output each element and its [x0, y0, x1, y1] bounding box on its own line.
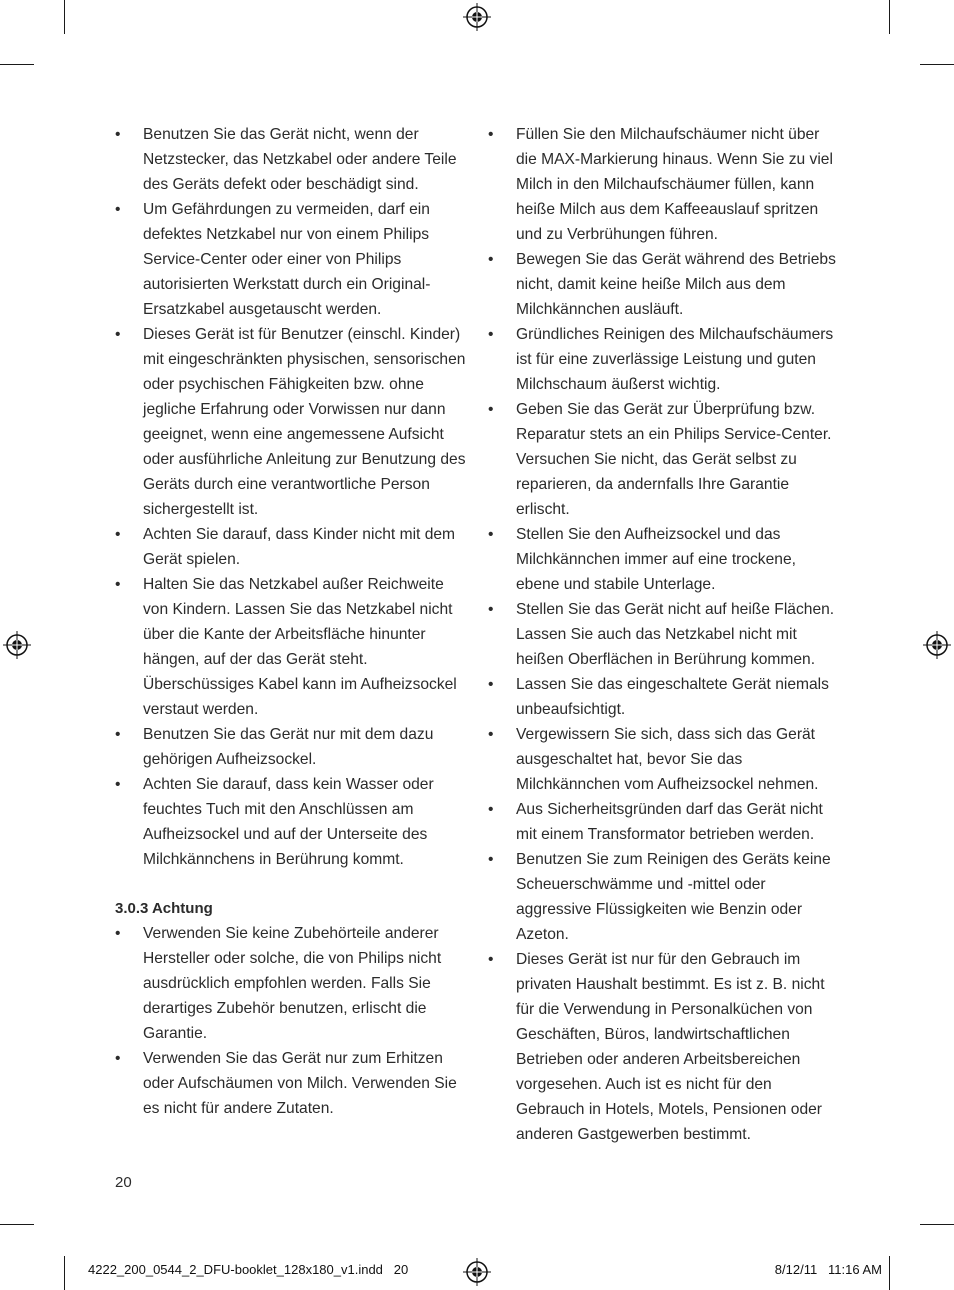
- registration-target-icon: [463, 3, 491, 31]
- page-number: 20: [115, 1174, 132, 1191]
- slug-file-info: 4222_200_0544_2_DFU-booklet_128x180_v1.indd 20: [88, 1262, 409, 1277]
- list-item: • Geben Sie das Gerät zur Überprüfung bzw. Reparatur stets an ein Philips Service-Center. Versuchen Sie nicht, das Gerät selbst zu reparieren, da andernfalls Ihre Garantie erlischt.: [488, 397, 843, 522]
- list-item: • Aus Sicherheitsgründen darf das Gerät nicht mit einem Transformator betrieben werden.: [488, 797, 843, 847]
- list-item: • Lassen Sie das eingeschaltete Gerät niemals unbeaufsichtigt.: [488, 672, 843, 722]
- list-item: • Füllen Sie den Milchaufschäumer nicht über die MAX-Markierung hinaus. Wenn Sie zu viel Milch in den Milchaufschäumer füllen, kann heiße Milch aus dem Kaffeeauslauf spritzen und zu Verbrühungen führen.: [488, 122, 843, 247]
- crop-mark: [64, 0, 65, 34]
- list-item: • Achten Sie darauf, dass kein Wasser oder feuchtes Tuch mit den Anschlüssen am Aufheizsockel und auf der Unterseite des Milchkännchens in Berührung kommt.: [115, 772, 470, 872]
- slug-datetime: 8/12/11 11:16 AM: [774, 1262, 882, 1277]
- crop-mark: [889, 1256, 890, 1290]
- registration-target-icon: [463, 1258, 491, 1286]
- list-item: • Stellen Sie den Aufheizsockel und das Milchkännchen immer auf eine trockene, ebene und stabile Unterlage.: [488, 522, 843, 597]
- list-item: • Bewegen Sie das Gerät während des Betriebs nicht, damit keine heiße Milch aus dem Milchkännchen ausläuft.: [488, 247, 843, 322]
- list-item: • Vergewissern Sie sich, dass sich das Gerät ausgeschaltet hat, bevor Sie das Milchkännchen vom Aufheizsockel nehmen.: [488, 722, 843, 797]
- registration-target-icon: [923, 631, 951, 659]
- list-item: • Stellen Sie das Gerät nicht auf heiße Flächen. Lassen Sie auch das Netzkabel nicht mit heißen Oberflächen in Berührung kommen.: [488, 597, 843, 672]
- list-item: • Um Gefährdungen zu vermeiden, darf ein defektes Netzkabel nur von einem Philips Service-Center oder einer von Philips autorisierten Werkstatt durch ein Original-Ersatzkabel ausgetauscht werden.: [115, 197, 470, 322]
- list-item: • Dieses Gerät ist nur für den Gebrauch im privaten Haushalt bestimmt. Es ist z. B. nicht für die Verwendung in Personalküchen von Geschäften, Büros, landwirtschaftlichen Betrieben oder anderen Arbeitsbereichen vorgesehen. Auch ist es nicht für den Gebrauch in Hotels, Motels, Pensionen oder anderen Gastgewerben bestimmt.: [488, 947, 843, 1147]
- list-item: • Benutzen Sie das Gerät nur mit dem dazu gehörigen Aufheizsockel.: [115, 722, 470, 772]
- list-item: • Verwenden Sie keine Zubehörteile anderer Hersteller oder solche, die von Philips nicht ausdrücklich empfohlen werden. Falls Sie derartiges Zubehör benutzen, erlischt die Garantie.: [115, 921, 470, 1046]
- crop-mark: [920, 64, 954, 65]
- left-column: [115, 122, 470, 1121]
- caution-list-continued: [488, 122, 843, 1147]
- crop-mark: [889, 0, 890, 34]
- caution-list: [115, 921, 470, 1121]
- section-heading: 3.0.3 Achtung: [115, 900, 213, 917]
- right-column: [488, 122, 843, 1147]
- crop-mark: [0, 64, 34, 65]
- list-item: • Gründliches Reinigen des Milchaufschäumers ist für eine zuverlässige Leistung und guten Milchschaum äußerst wichtig.: [488, 322, 843, 397]
- registration-target-icon: [3, 631, 31, 659]
- list-item: • Verwenden Sie das Gerät nur zum Erhitzen oder Aufschäumen von Milch. Verwenden Sie es nicht für andere Zutaten.: [115, 1046, 470, 1121]
- crop-mark: [920, 1224, 954, 1225]
- list-item: • Dieses Gerät ist für Benutzer (einschl. Kinder) mit eingeschränkten physischen, sensorischen oder psychischen Fähigkeiten bzw. ohne jegliche Erfahrung oder Vorwissen nur dann geeignet, wenn eine angemessene Aufsicht oder ausführliche Anleitung zur Benutzung des Geräts durch eine verantwortliche Person sichergestellt ist.: [115, 322, 470, 522]
- crop-mark: [64, 1256, 65, 1290]
- list-item: • Achten Sie darauf, dass Kinder nicht mit dem Gerät spielen.: [115, 522, 470, 572]
- safety-list: [115, 122, 470, 872]
- list-item: • Benutzen Sie das Gerät nicht, wenn der Netzstecker, das Netzkabel oder andere Teile des Geräts defekt oder beschädigt sind.: [115, 122, 470, 197]
- list-item: • Benutzen Sie zum Reinigen des Geräts keine Scheuerschwämme und -mittel oder aggressive Flüssigkeiten wie Benzin oder Azeton.: [488, 847, 843, 947]
- crop-mark: [0, 1224, 34, 1225]
- list-item: • Halten Sie das Netzkabel außer Reichweite von Kindern. Lassen Sie das Netzkabel nicht über die Kante der Arbeitsfläche hinunter hängen, auf der das Gerät steht. Überschüssiges Kabel kann im Aufheizsockel verstaut werden.: [115, 572, 470, 722]
